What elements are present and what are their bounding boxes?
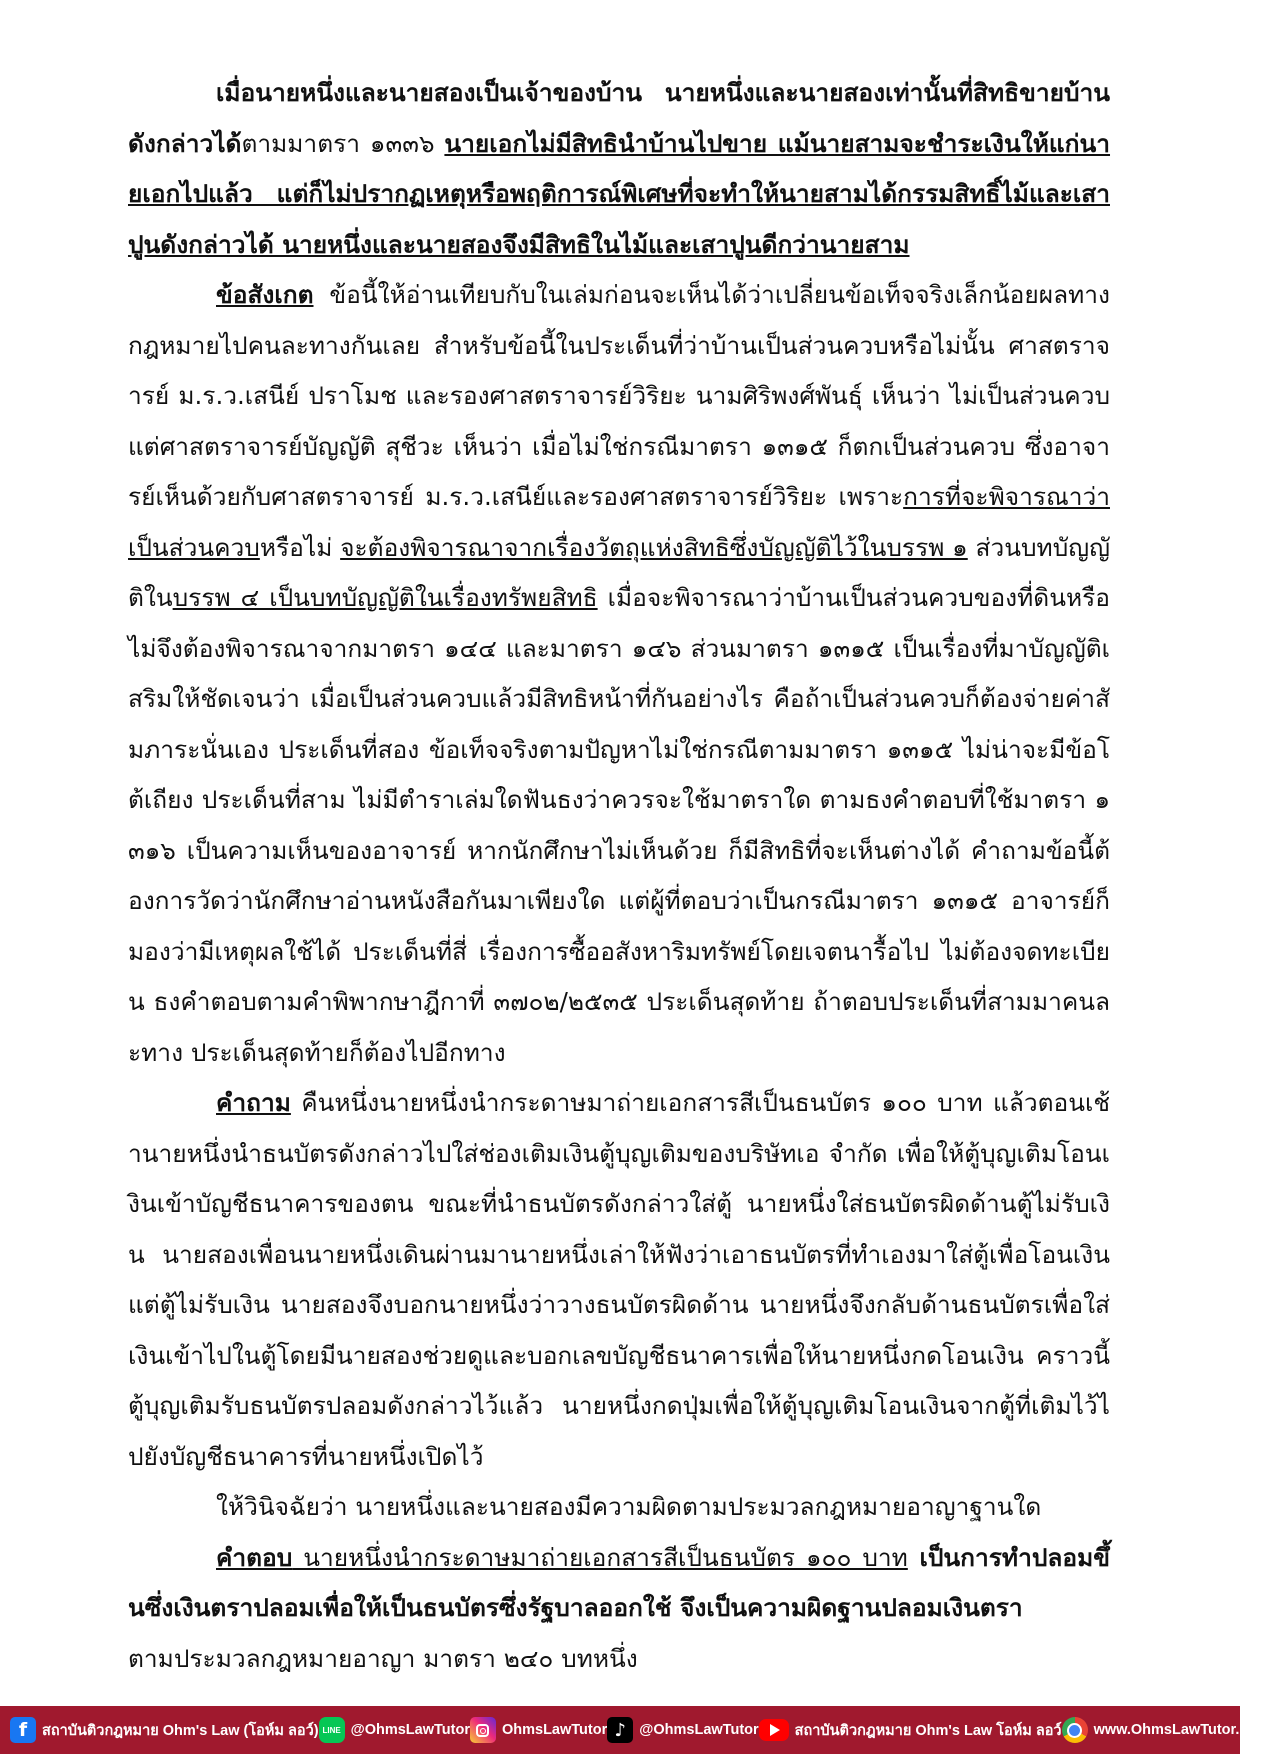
footer-facebook-link[interactable] (10, 1717, 319, 1743)
footer-line-text: @OhmsLawTutor (350, 1722, 470, 1738)
footer-youtube-text: สถาบันติวกฎหมาย Ohm's Law โอห์ม ลอว์ (794, 1722, 1062, 1739)
paragraph-answer (128, 1533, 1110, 1685)
paragraph-observation (128, 270, 1110, 1078)
observation-underline-1: การที่จะพิจารณาว่าเป็นส่วนควบ (128, 482, 1110, 562)
observation-text-3: ส่วนบทบัญญัติใน (128, 532, 1111, 612)
answer-bold-text: เป็นการทำปลอมขึ้นซึ่งเงินตราปลอมเพื่อให้เป็นธนบัตรซึ่งรัฐบาลออกใช้ จึงเป็นความผิดฐานปลอมเงินตรา (128, 1542, 1111, 1622)
line-icon: LINE (319, 1717, 345, 1743)
footer-line-link[interactable] (319, 1717, 470, 1743)
social-footer-bar (0, 1706, 1269, 1754)
facebook-icon: f (10, 1717, 36, 1743)
question-text: คืนหนึ่งนายหนึ่งนำกระดาษมาถ่ายเอกสารสีเป็นธนบัตร ๑๐๐ บาท แล้วตอนเช้านายหนึ่งนำธนบัตรดังกล่าวไปใส่ช่องเติมเงินตู้บุญเติมของบริษัทเอ จำกัด เพื่อให้ตู้บุญเติมโอนเงินเข้าบัญชีธนาคารของตน ขณะที่นำธนบัตรดังกล่าวใส่ตู้ นายหนึ่งใส่ธนบัตรผิดด้านตู้ไม่รับเงิน นายสองเพื่อนนายหนึ่งเดินผ่านมานายหนึ่งเล่าให้ฟังว่าเอาธนบัตรที่ทำเองมาใส่ตู้เพื่อโอนเงินแต่ตู้ไม่รับเงิน นายสองจึงบอกนายหนึ่งว่าวางธนบัตรผิดด้าน นายหนึ่งจึงกลับด้านธนบัตรเพื่อใส่เงินเข้าไปในตู้โดยมีนายสองช่วยดูและบอกเลขบัญชีธนาคารเพื่อให้นายหนึ่งกดโอนเงิน คราวนี้ตู้บุญเติมรับธนบัตรปลอมดังกล่าวไว้แล้ว นายหนึ่งกดปุ่มเพื่อให้ตู้บุญเติมโอนเงินจากตู้ที่เติมไว้ไปยังบัญชีธนาคารที่นายหนึ่งเปิดไว้ (128, 1088, 1110, 1471)
observation-label: ข้อสังเกต (216, 280, 314, 309)
chrome-icon (1062, 1717, 1088, 1743)
paragraph-conclusion (128, 68, 1110, 270)
observation-text-2: หรือไม่ (259, 532, 341, 562)
paragraph-instruction (128, 1482, 1110, 1533)
observation-text-1: ข้อนี้ให้อ่านเทียบกับในเล่มก่อนจะเห็นได้ว่าเปลี่ยนข้อเท็จจริงเล็กน้อยผลทางกฎหมายไปคนละทางกันเลย สำหรับข้อนี้ในประเด็นที่ว่าบ้านเป็นส่วนควบหรือไม่นั้น ศาสตราจารย์ ม.ร.ว.เสนีย์ ปราโมช และรองศาสตราจารย์วิริยะ นามศิริพงศ์พันธุ์ เห็นว่า ไม่เป็นส่วนควบ แต่ศาสตราจารย์บัญญัติ สุชีวะ เห็นว่า เมื่อไม่ใช่กรณีมาตรา ๑๓๑๕ ก็ตกเป็นส่วนควบ ซึ่งอาจารย์เห็นด้วยกับศาสตราจารย์ ม.ร.ว.เสนีย์และรองศาสตราจารย์วิริยะ เพราะ (128, 280, 1110, 511)
footer-facebook-text: สถาบันติวกฎหมาย Ohm's Law (โอห์ม ลอว์) (42, 1722, 319, 1739)
footer-website-link[interactable] (1062, 1717, 1269, 1743)
observation-text-4: เมื่อจะพิจารณาว่าบ้านเป็นส่วนควบของที่ดินหรือไม่จึงต้องพิจารณาจากมาตรา ๑๔๔ และมาตรา ๑๔๖ ส่วนมาตรา ๑๓๑๕ เป็นเรื่องที่มาบัญญัติเสริมให้ชัดเจนว่า เมื่อเป็นส่วนควบแล้วมีสิทธิหน้าที่กันอย่างไร คือถ้าเป็นส่วนควบก็ต้องจ่ายค่าสัมภาระนั่นเอง ประเด็นที่สอง ข้อเท็จจริงตามปัญหาไม่ใช่กรณีตามมาตรา ๑๓๑๕ ไม่น่าจะมีข้อโต้เถียง ประเด็นที่สาม ไม่มีตำราเล่มใดฟันธงว่าควรจะใช้มาตราใด ตามธงคำตอบที่ใช้มาตรา ๑๓๑๖ เป็นความเห็นของอาจารย์ หากนักศึกษาไม่เห็นด้วย ก็มีสิทธิที่จะเห็นต่างได้ คำถามข้อนี้ต้องการวัดว่านักศึกษาอ่านหนังสือกันมาเพียงใด แต่ผู้ที่ตอบว่าเป็นกรณีมาตรา ๑๓๑๕ อาจารย์ก็มองว่ามีเหตุผลใช้ได้ ประเด็นที่สี่ เรื่องการซื้ออสังหาริมทรัพย์โดยเจตนารื้อไป ไม่ต้องจดทะเบียน ธงคำตอบตามคำพิพากษาฎีกาที่ ๓๗๐๒/๒๕๓๕ ประเด็นสุดท้าย ถ้าตอบประเด็นที่สามมาคนละทาง ประเด็นสุดท้ายก็ต้องไปอีกทาง (128, 583, 1110, 1067)
answer-section-ref: ตามประมวลกฎหมายอาญา มาตรา ๒๔๐ บทหนึ่ง (128, 1643, 638, 1673)
conclusion-section-ref: ตามมาตรา ๑๓๓๖ (241, 128, 445, 158)
answer-underlined-text: นายหนึ่งนำกระดาษมาถ่ายเอกสารสีเป็นธนบัตร ๑๐๐ บาท (292, 1542, 908, 1572)
footer-instagram-text: OhmsLawTutor (501, 1722, 608, 1738)
footer-youtube-link[interactable] (759, 1719, 1062, 1742)
footer-tiktok-text: @OhmsLawTutor (639, 1722, 759, 1738)
answer-label: คำตอบ (216, 1542, 293, 1572)
document-body (128, 68, 1110, 1684)
footer-website-text: www.OhmsLawTutor.com (1093, 1722, 1269, 1738)
question-label: คำถาม (216, 1088, 291, 1117)
youtube-icon (759, 1719, 789, 1741)
instruction-text: ให้วินิจฉัยว่า นายหนึ่งและนายสองมีความผิดตามประมวลกฎหมายอาญาฐานใด (216, 1492, 1042, 1521)
paragraph-question (128, 1078, 1110, 1482)
tiktok-icon: ♪ (607, 1717, 633, 1743)
observation-underline-3: ซึ่งบัญญัติไว้ในบรรพ ๑ (729, 532, 968, 562)
observation-underline-2: จะต้องพิจารณาจากเรื่องวัตถุแห่งสิทธิ (340, 532, 730, 562)
instagram-icon (470, 1717, 496, 1743)
conclusion-bold-text: เมื่อนายหนึ่งและนายสองเป็นเจ้าของบ้าน นายหนึ่งและนายสองเท่านั้นที่สิทธิขายบ้านดังกล่าวได้ (128, 78, 1110, 158)
footer-instagram-link[interactable] (470, 1717, 607, 1743)
observation-underline-4: บรรพ ๔ เป็นบทบัญญัติในเรื่องทรัพยสิทธิ (172, 583, 598, 612)
conclusion-underlined-text: นายเอกไม่มีสิทธินำบ้านไปขาย แม้นายสามจะชำระเงินให้แก่นายเอกไปแล้ว แต่ก็ไม่ปรากฏเหตุหรือพฤติการณ์พิเศษที่จะทำให้นายสามได้กรรมสิทธิ์ไม้และเสาปูนดังกล่าวได้ นายหนึ่งและนายสองจึงมีสิทธิในไม้และเสาปูนดีกว่านายสาม (128, 128, 1111, 259)
footer-tiktok-link[interactable] (607, 1717, 758, 1743)
